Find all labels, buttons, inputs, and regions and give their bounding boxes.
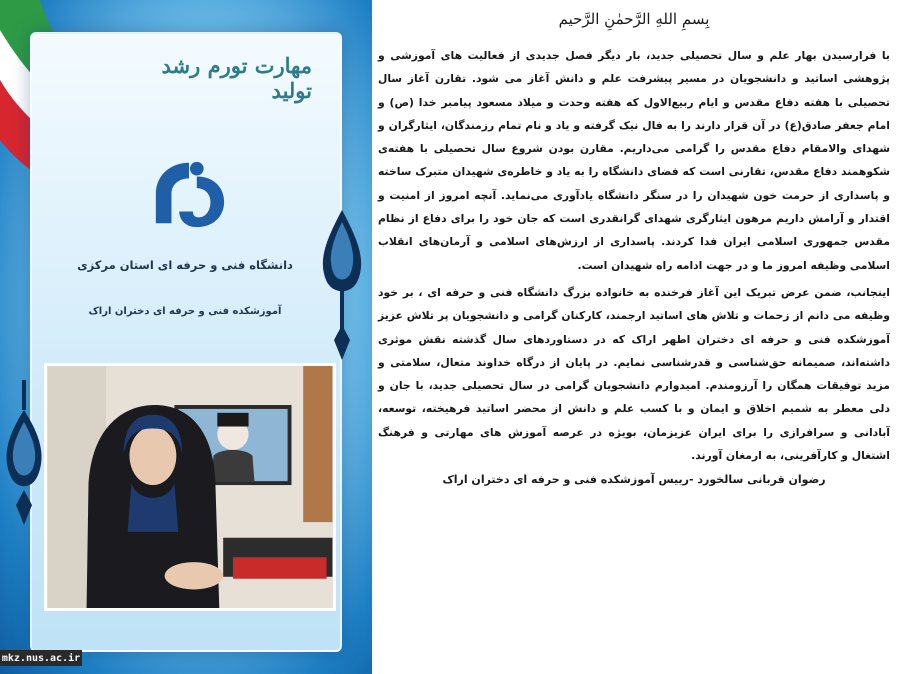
letter-text bbox=[378, 8, 890, 668]
arabesque-ornament-right bbox=[318, 210, 366, 360]
slogan-calligraphy: مهارت تورم رشد تولید bbox=[161, 53, 312, 103]
signature-line: رضوان قربانی سالخورد -رییس آموزشکده فنی و حرفه ای دختران اراک bbox=[442, 473, 826, 487]
poster-panel bbox=[0, 0, 372, 674]
letter-paragraph-1: با فرارسیدن بهار علم و سال تحصیلی جدید، بار دیگر فصل جدیدی از فعالیت های آموزشی و پژوهشی اساتید و دانشجویان در مسیر پیشرفت علم و دانش آغاز می شود. تقارن آغاز سال تحصیلی با هفته دفاع مقدس و ایام ربیع‌الاول که هفته وحدت و میلاد مسعود پیامبر خدا (ص) و امام جعفر صادق(ع) در آن قرار دارند را به فال نیک گرفته و یاد و نام تمام رزمندگان، ایثارگران و شهدای والامقام دفاع مقدس را گرامی می‌داریم. مقارن بودن شروع سال تحصیلی با هفته‌ی شکوهمند دفاع مقدس، تقارنی است که فضای دانشگاه را به یاد و خاطره‌ی شهیدان متبرک ساخته و پاسداری از حرمت خون شهیدان را در سنگر دانشگاه یادآوری می‌نماید. آنچه امروز از امنیت و اقتدار و آرامش داریم مرهون ایثارگری شهدای گرانقدری است که جان خود را برای دفاع از نظام مقدس جمهوری اسلامی ایران فدا کردند. پاسداری از ارزش‌های اسلامی و آرمان‌های انقلاب اسلامی وظیفه امروز ما و در جهت ادامه راه شهیدان است. bbox=[378, 49, 890, 272]
bismillah-heading: بِسمِ اللهِ الرَّحمٰنِ الرَّحیم bbox=[558, 10, 710, 28]
letter-paragraph-2: اینجانب، ضمن عرض تبریک این آغاز فرخنده به خانواده بزرگ دانشگاه فنی و حرفه ای ، بر خود وظیفه می دانم از زحمات و تلاش های اساتید ارجمند، کارکنان گرامی و دانشجویان پر تلاش عزیز آموزشکده فنی و حرفه ای دختران اطهر اراک که در دستاوردهای سال گذشته نقش موثری داشته‌اند، صمیمانه حق‌شناسی و قدرشناسی نمایم. در پایان از درگاه خداوند متعال، سلامتی و مزید توفیقات همگان را آرزومندم. امیدوارم دانشجویان گرامی در سال تحصیلی جدید، با جان و دلی معطر به شمیم اخلاق و ایمان و با کسب علم و دانش از محضر اساتید فرهیخته، توسعه، آبادانی و سرافرازی را برای ایران عزیزمان، بویژه در عرصه آموزش های مهارتی و فرهنگ اشتغال و کارآفرینی، به ارمغان آورند. bbox=[378, 285, 890, 463]
portrait-illustration bbox=[47, 366, 333, 608]
portrait-photo bbox=[44, 363, 336, 611]
site-watermark: mkz.nus.ac.ir bbox=[0, 650, 82, 666]
arabesque-ornament-left bbox=[2, 380, 46, 530]
university-logo bbox=[150, 155, 228, 233]
university-name: دانشگاه فنی و حرفه ای استان مرکزی bbox=[77, 258, 293, 272]
college-name: آموزشکده فنی و حرفه ای دختران اراک bbox=[88, 306, 282, 317]
